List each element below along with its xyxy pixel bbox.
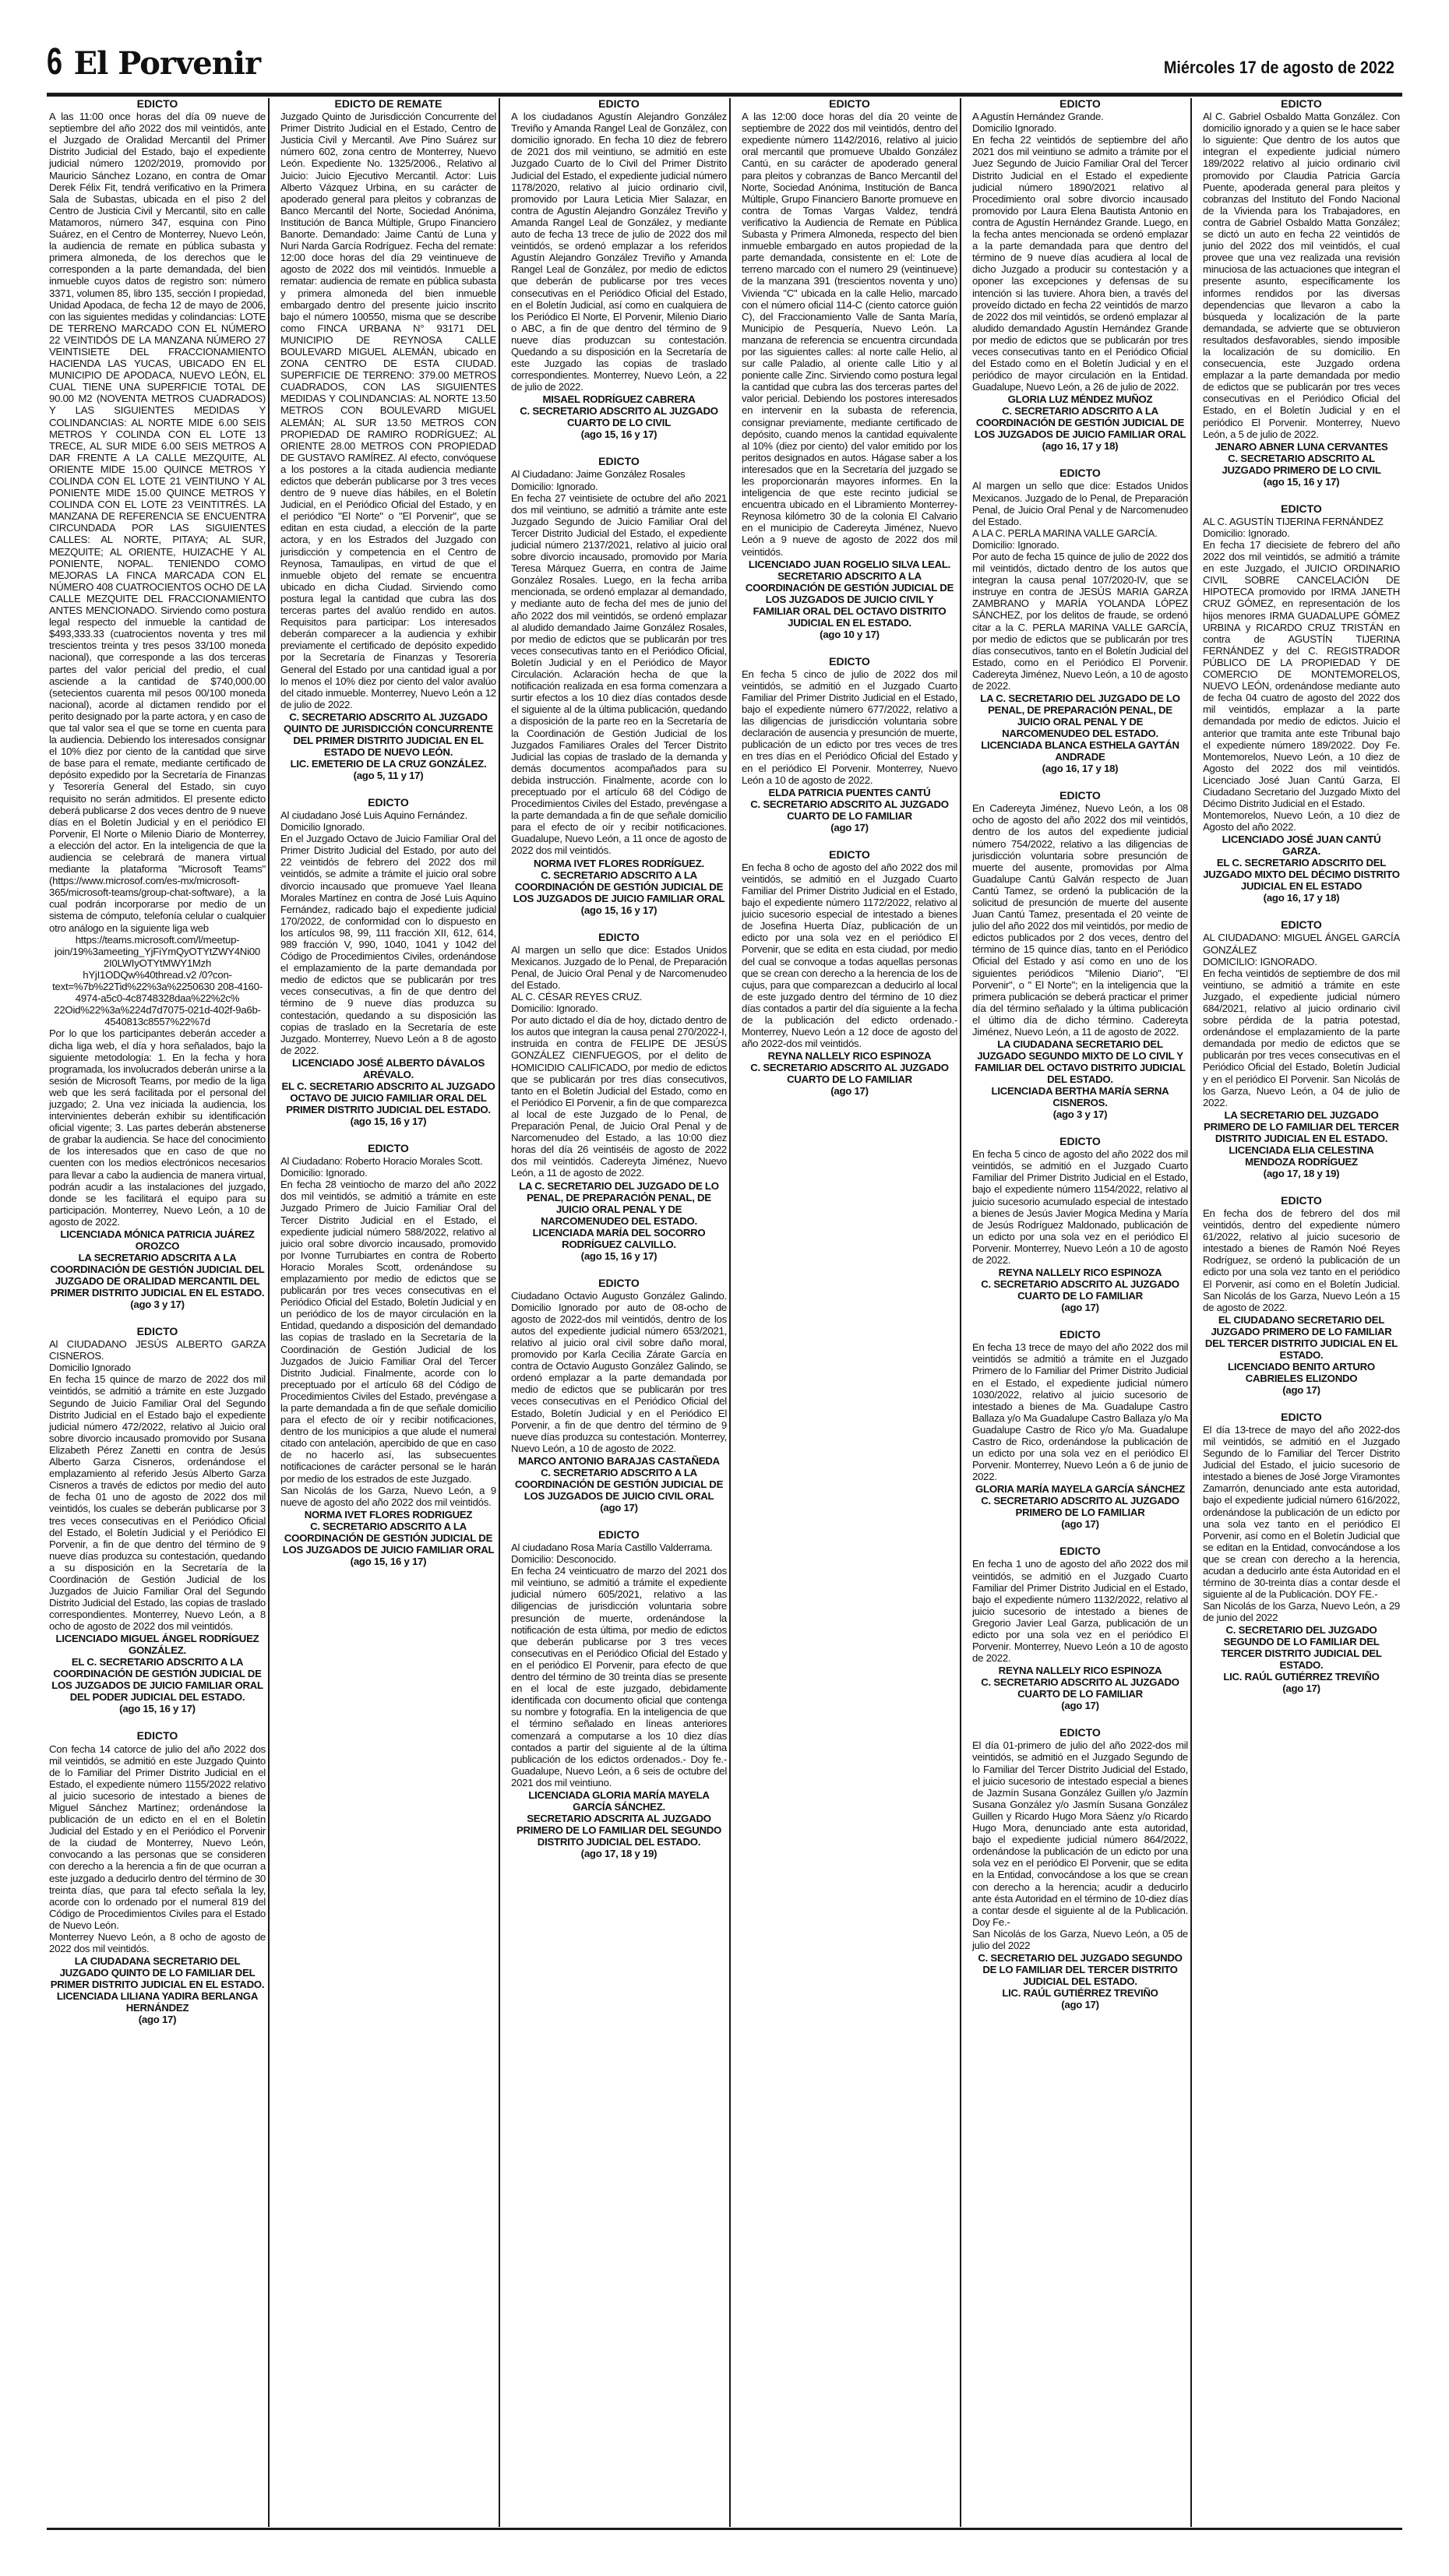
legal-notice: [511, 456, 727, 915]
publication-dates: (ago 10 y 17): [820, 628, 880, 640]
signature-line: LA CIUDADANA SECRETARIO DEL JUZGADO SEGUNDO MIXTO DE LO CIVIL Y FAMILIAR DEL OCTAVO DISTRITO JUDICIAL DEL ESTADO.: [975, 1038, 1186, 1086]
notice-paragraph: Domicilio: Ignorado.: [1203, 527, 1290, 539]
publication-dates: (ago 17, 18 y 19): [1263, 1167, 1340, 1179]
signature-line: C. SECRETARIO ADSCRITO AL JUZGADO CUARTO DE LO FAMILIAR: [750, 1062, 949, 1086]
notice-signature: [1203, 833, 1400, 904]
notice-signature: [280, 1509, 496, 1567]
meeting-link[interactable]: 4974-a5c0-4c8748328daa%22%2c%: [75, 992, 240, 1005]
notice-paragraph: Domicilio Ignorado: [49, 1362, 131, 1374]
notice-title: EDICTO: [1281, 502, 1322, 515]
notice-title: EDICTO: [1059, 1135, 1101, 1148]
signature-line: C. SECRETARIO ADSCRITO A LA COORDINACIÓN DE GESTIÓN JUDICIAL DE LOS JUZGADOS DE JUICIO CIVIL ORAL: [514, 1466, 724, 1502]
signature-line: LA C. SECRETARIO DEL JUZGADO DE LO PENAL, DE PREPARACIÓN PENAL, DE JUICIO ORAL PENAL Y DE NARCOMENUDEO DEL ESTADO.: [519, 1179, 719, 1227]
notice-signature: [972, 692, 1188, 774]
notice-paragraph: En fecha 13 trece de mayo del año 2022 dos mil veintidós se admitió a trámite en el Juzgado Primero de lo Familiar del Primer Distrito Judicial en el Estado, el expediente judicial número 1030/2022, relativo al juicio sucesorio de intestado a bienes de Ma. Guadalupe Castro Ballaza y/o Ma Guadalupe Castro Ballaza y/o Ma Guadalupe Castro de Rico y/o Ma. Guadalupe Castro de Rico, ordenándose la publicación de un edicto por una sola vez en el periódico El Porvenir. Monterrey, Nuevo León a 6 de junio de 2022.: [972, 1341, 1188, 1483]
meeting-link[interactable]: text=%7b%22Tid%22%3a%2250630 208-4160-: [52, 981, 263, 993]
signature-line: JENARO ABNER LUNA CERVANTES: [1215, 440, 1388, 453]
notice-signature: [972, 1952, 1188, 2010]
notice-paragraph: Al CIUDADANO JESÚS ALBERTO GARZA CISNEROS.: [49, 1338, 266, 1362]
notice-paragraph: En fecha 22 veintidós de septiembre del año 2021 dos mil veintiuno se admito a trámite por el Juez Segundo de Juicio Familiar Oral del Tercer Distrito Judicial en el Estado el expediente judicial número 1890/2021 relativo al Procedimiento oral sobre divorcio incausado promovido por Laura Elena Bautista Antonio en contra de Agustín Hernández Grande. Luego, en la fecha antes mencionada se ordenó emplazar a la parte demandada para que dentro del término de 9 nueve días acudiera al local de dicho Juzgado a producir su contestación y a oponer las excepciones y defensas de su intención si las tuviere. Ahora bien, a través del proveído dictado en fecha 22 veintidós de marzo de 2022 dos mil veintidós, se ordenó emplazar al aludido demandado Agustín Hernández Grande por medio de edictos que se publicarán por tres veces consecutivas tanto en el Periódico Oficial del Estado como en el Boletín Judicial y en el periódico de mayor circulación en la Entidad. Guadalupe, Nuevo León, a 26 de julio de 2022.: [972, 134, 1188, 393]
notice-signature: [511, 1789, 727, 1859]
legal-notice: [49, 98, 266, 1310]
legal-notice: [972, 1727, 1188, 2010]
signature-line: C. SECRETARIO ADSCRITO AL JUZGADO PRIMERO DE LO CIVIL: [1222, 452, 1381, 476]
notice-paragraph: A los ciudadanos Agustín Alejandro González Treviño y Amanda Rangel Leal de González, con domicilio ignorado. En fecha 10 diez de febrero de 2021 dos mil veintiuno, se admitió en este Juzgado Cuarto de lo Civil del Primer Distrito Judicial del Estado, el expediente judicial número 1178/2020, relativo al juicio ordinario civil, promovido por Laura Leticia Mier Salazar, en contra de Agustín Alejandro González Treviño y Amanda Rangel Leal de González, y mediante auto de fecha 13 trece de julio de 2022 dos mil veintidós, se ordenó emplazar a los referidos Agustín Alejandro González Treviño y Amanda Rangel Leal de González, por medio de edictos que deberán de publicarse por tres veces consecutivas en el Periódico Oficial del Estado, en el Boletín Judicial, así como en cualquiera de los Periódico El Norte, El Porvenir, Milenio Diario o ABC, a fin de que dentro del término de 9 nueve días produzcan su contestación. Quedando a su disposición en la Secretaría de este Juzgado las copias de traslado correspondientes. Monterrey, Nuevo León, a 22 de julio de 2022.: [511, 111, 727, 393]
notice-title: EDICTO: [1059, 1328, 1101, 1341]
notice-paragraph: Al Ciudadano: Jaime González Rosales: [511, 468, 686, 481]
legal-notice: [280, 1143, 496, 1567]
signature-line: C. SECRETARIO ADSCRITO AL JUZGADO PRIMERO DE LO FAMILIAR: [981, 1495, 1179, 1519]
legal-notice: [49, 1326, 266, 1714]
signature-line: EL C. SECRETARIO ADSCRITO DEL JUZGADO MIXTO DEL DÉCIMO DISTRITO JUDICIAL EN EL ESTADO: [1203, 857, 1400, 893]
notice-signature: [972, 1038, 1188, 1120]
meeting-link[interactable]: 2I0LWIyOTYtMWY1Mzh: [103, 957, 212, 969]
notice-paragraph: En fecha veintidós de septiembre de dos mil veintiuno, se admitió a trámite en este Juzgado, el expediente judicial número 684/2021, relativo al juicio ordinario civil sobre pérdida de la patria potestad, ordenándose el emplazamiento de la parte demandada por medio de edictos que se publicarán por tres veces consecutivas en el Periódico Oficial del Estado, Boletín Judicial y en el periódico El Porvenir. San Nicolás de los Garza, Nuevo León, a 04 de julio de 2022.: [1203, 967, 1400, 1108]
header-rule: [47, 93, 1402, 97]
notice-title: EDICTO: [1059, 1726, 1101, 1739]
publication-dates: (ago 5, 11 y 17): [353, 769, 424, 781]
notice-paragraph: Juzgado Quinto de Jurisdicción Concurrente del Primer Distrito Judicial en el Estado, Centro de Justicia Civil y Mercantil. Ave Pino Suárez sur número 602, zona centro de Monterrey, Nuevo León. Expediente No. 1325/2006., Relativo al Juicio: Juicio Ejecutivo Mercantil. Actor: Luis Alberto Vázquez Urbina, en su carácter de apoderado general para pleitos y cobranzas de Banco Mercantil del Norte, Sociedad Anónima, Institución de Banca Múltiple, Grupo Financiero Banorte. Demandado: Jaime Cantú de Luna y Nuri Narda García Rodríguez. Fecha del remate: 12:00 doce horas del día 29 veintinueve de agosto de 2022 dos mil veintidós. Inmueble a rematar: audiencia de remate en pública subasta y primera almoneda del bien inmueble embargado dentro del presente juicio inscrito bajo el número 100550, misma que se describe como FINCA URBANA N° 93171 DEL MUNICIPIO DE REYNOSA CALLE BOULEVARD MIGUEL ALEMÁN, ubicado en ZONA CENTRO DE ESTA CIUDAD. SUPERFICIE DE TERRENO: 379.00 METROS CUADRADOS, CON LAS SIGUIENTES MEDIDAS Y COLINDANCIAS: AL NORTE 13.50 METROS CON BOULEVARD MIGUEL ALEMÁN; AL SUR 13.50 METROS CON PROPIEDAD DE RAMIRO RODRÍGUEZ; AL ORIENTE 28.00 METROS CON PROPIEDAD DE GUSTAVO RAMÍREZ. Al efecto, convóquese a los postores a la citada audiencia mediante edictos que deberán publicarse por 3 tres veces dentro de 9 nueve días hábiles, en el Boletín Judicial, en el Periódico Oficial del Estado, y en el periódico "El Norte" o "El Porvenir", que se editan en esta ciudad, a elección de la parte actora, y en los Estrados del Juzgado con jurisdicción y competencia en el Centro de Reynosa, Tamaulipas, en virtud de que el inmueble objeto del remate se encuentra ubicado en dicha Ciudad. Sirviendo como postura legal la cantidad que cubra las dos terceras partes del avalúo rendido en autos. Requisitos para participar: Los interesados deberán comparecer a la audiencia y exhibir previamente el certificado de depósito expedido por la Secretaría de Finanzas y Tesorería General del Estado por una cantidad igual a por lo menos el 10% diez por ciento del valor avalúo del citado inmueble. Monterrey, Nuevo León a 12 de julio de 2022.: [280, 111, 496, 710]
notice-signature: [742, 1050, 957, 1097]
notice-paragraph: Con fecha 14 catorce de julio del año 2022 dos mil veintidós, se admitió en este Juzgado Quinto de lo Familiar del Primer Distrito Judicial en el Estado, el expediente número 1155/2022 relativo al juicio sucesorio de intestado a bienes de Miguel Sánchez Martínez; ordenándose la publicación de un edicto en el en el Boletín Judicial del Estado y en el Periódico el Porvenir de la ciudad de Monterrey, Nuevo León, convocando a las personas que se consideren con derecho a la herencia a fin de que ocurran a este juzgado a deducirlo dentro del término de 30 treinta días, que para tal efecto señala la ley, acorde con lo ordenado por el numeral 819 del Código de Procedimientos Civiles para el Estado de Nuevo León.: [49, 1743, 266, 1931]
signature-line: LICENCIADA MARÍA DEL SOCORRO RODRÍGUEZ CALVILLO.: [532, 1226, 706, 1250]
notice-paragraph: Al C. Gabriel Osbaldo Matta González. Con domicilio ignorado y a quien se le hace saber lo siguiente: Que dentro de los autos que integran el expediente judicial número 189/2022 relativo al juicio ordinario civil promovido por Claudia Patricia García Puente, apoderada general para pleitos y cobranzas del Instituto del Fondo Nacional de la Vivienda para los Trabajadores, en contra de Gabriel Osbaldo Matta González; se dictó un auto en fecha 22 veintidós de junio del 2022 dos mil veintidós, el cual provee que una vez realizada una revisión minuciosa de las actuaciones que integran el presente asunto, específicamente los informes rendidos por las diversas dependencias que llevaron a cabo la búsqueda y localización de la parte demandada, se advierte que se obtuvieron resultados desfavorables, siendo imposible la localización de su domicilio. En consecuencia, este Juzgado ordena emplazar a la parte demandada por medio de edictos que se publicarán por tres veces consecutivas en el Periódico Oficial del Estado, en el Boletín Judicial y en el periódico El Porvenir. Monterrey, Nuevo León, a 5 de julio de 2022.: [1203, 111, 1400, 440]
notice-paragraph: Domicilio Ignorado.: [972, 122, 1057, 135]
issue-date: Miércoles 17 de agosto de 2022: [1163, 58, 1394, 77]
signature-line: C. SECRETARIO ADSCRITO A LA COORDINACIÓN DE GESTIÓN JUDICIAL DE LOS JUZGADOS DE JUICIO FAMILIAR ORAL: [513, 869, 725, 904]
publication-dates: (ago 17): [1282, 1383, 1320, 1396]
publication-dates: (ago 17): [830, 1085, 869, 1098]
notice-title: EDICTO: [1059, 98, 1101, 110]
notice-paragraph: DOMICILIO: IGNORADO.: [1203, 955, 1317, 967]
legal-notice: [511, 1529, 727, 1859]
legal-notices-columns: [47, 98, 1402, 2527]
signature-line: LICENCIADA LILIANA YADIRA BERLANGA HERNÁNDEZ: [56, 1990, 259, 2014]
notice-paragraph: Montemorelos, Nuevo León, a 10 diez de Agosto del año 2022.: [1203, 809, 1400, 833]
notice-title: EDICTO: [136, 98, 178, 110]
notice-signature: [1203, 1314, 1400, 1396]
notice-paragraph: Al ciudadano Rosa María Castillo Valderrama.: [511, 1542, 713, 1553]
publication-dates: (ago 17): [1061, 1700, 1099, 1712]
column-6: [1190, 98, 1402, 2527]
notice-signature: [280, 711, 496, 781]
column-5: [960, 98, 1190, 2527]
publication-dates: (ago 15, 16 y 17): [580, 904, 658, 916]
notice-title: EDICTO: [136, 1729, 178, 1743]
legal-notice: [280, 98, 496, 781]
signature-line: C. SECRETARIO ADSCRITO A LA COORDINACIÓN DE GESTIÓN JUDICIAL DE LOS JUZGADOS DE JUICIO FAMILIAR ORAL: [974, 405, 1186, 441]
publication-dates: (ago 3 y 17): [130, 1299, 185, 1310]
meeting-link[interactable]: 22Oid%22%3a%224d7d7075-021d-402f-9a6b-: [54, 1004, 261, 1017]
notice-title: EDICTO: [1059, 789, 1101, 802]
notice-title: EDICTO: [1059, 1545, 1101, 1558]
notice-paragraph: En el Juzgado Octavo de Juicio Familiar Oral del Primer Distrito Judicial del Estado, por auto del 22 veintidós de febrero del 2022 dos mil veintidós, se admite a trámite el juicio oral sobre divorcio incausado que promueve Yael Ileana Morales Martínez en contra de José Luis Aquino Fernández, radicado bajo el expediente judicial 170/2022, de conformidad con lo dispuesto en los artículos 98, 99, 111 fracción XII, 612, 614, 989 fracción V, 990, 1040, 1041 y 1042 del Código de Procedimientos Civiles, ordenándose el emplazamiento de la parte demandada por medio de edictos que se publicarán por tres veces consecutivas, a fin de que dentro del término de 9 nueve días produzca su contestación, quedando a su disposición las copias de traslado en la Secretaría de este Juzgado. Monterrey, Nuevo León a 8 de agosto de 2022.: [280, 833, 496, 1056]
notice-title: EDICTO: [829, 654, 870, 668]
signature-line: LICENCIADO JOSÉ ALBERTO DÁVALOS ARÉVALO.: [292, 1056, 485, 1080]
signature-line: C. SECRETARIO ADSCRITO AL JUZGADO CUARTO DE LO FAMILIAR: [981, 1278, 1179, 1302]
notice-title: EDICTO: [1281, 1193, 1322, 1207]
notice-paragraph: A LA C. PERLA MARINA VALLE GARCÍA.: [972, 527, 1158, 539]
publication-dates: (ago 15, 16 y 17): [119, 1703, 196, 1715]
signature-line: LICENCIADO JOSÉ JUAN CANTÚ GARZA.: [1222, 833, 1381, 858]
legal-notice: [1203, 503, 1400, 904]
notice-title: EDICTO: [1059, 467, 1101, 480]
legal-notice: [49, 1730, 266, 2025]
publication-dates: (ago 17): [138, 2014, 177, 2026]
signature-line: LICENCIADA ELIA CELESTINA MENDOZA RODRÍGUEZ: [1229, 1144, 1374, 1168]
legal-notice: [972, 1136, 1188, 1313]
notice-title: EDICTO: [598, 455, 640, 468]
column-3: [499, 98, 729, 2527]
publication-dates: (ago 15, 16 y 17): [350, 1115, 427, 1127]
signature-line: C. SECRETARIO ADSCRITO AL JUZGADO QUINTO DE JURISDICCIÓN CONCURRENTE DEL PRIMER DISTRITO JUDICIAL EN EL ESTADO DE NUEVO LEÓN.: [284, 710, 493, 758]
notice-title: EDICTO: [368, 1141, 409, 1154]
notice-signature: [49, 1633, 266, 1714]
publication-dates: (ago 16, 17 y 18): [1042, 440, 1119, 453]
notice-paragraph: Al Ciudadano: Roberto Horacio Morales Scott.: [280, 1155, 483, 1168]
notice-paragraph: El día 13-trece de mayo del año 2022-dos mil veintidós, se admitió en el Juzgado Segundo de lo Familiar del Tercer Distrito Judicial del Estado, el juicio sucesorio de intestado a bienes de José Jorge Viramontes Zamarrón, denunciado ante esta autoridad, bajo el expediente judicial número 616/2022, ordenándose la publicación de un edicto por una sola vez tanto en el periódico El Porvenir, así como en el Boletín Judicial que se editan en la Entidad, convocándose a los que se crean con derecho a la herencia, acudan a deducirlo ante ésta Autoridad en el término de 30-treinta días a contar desde el siguiente al de la Publicación. DOY FE.-: [1203, 1423, 1400, 1601]
notice-title: EDICTO: [598, 98, 640, 110]
legal-notice: [742, 849, 957, 1098]
notice-paragraph: En Cadereyta Jiménez, Nuevo León, a los 08 ocho de agosto del año 2022 dos mil veintidós, dentro de los autos del expediente judicial número 754/2022, relativo a las diligencias de jurisdicción voluntaria sobre presunción de muerte del ausente, promovidas por Alma Guadalupe Cantú Galván respecto de Juan Cantú Tamez, se ordenó la publicación de la solicitud de presunción de muerte del ausente Juan Cantú Tamez, presentada el 20 veinte de julio del año 2022 dos mil veintidós, por medio de edictos publicados por 2 dos veces, dentro del término de 15 quince días, tanto en el Periódico Oficial del Estado y así como en uno de los siguientes periódicos "Milenio Diario", "El Porvenir", o " El Norte"; en la inteligencia que la primera publicación se deberá practicar el primer día del término señalado y la última publicación el último día de dicho término. Cadereyta Jiménez, Nuevo León, a 11 de agosto de 2022.: [972, 802, 1188, 1038]
legal-notice: [972, 1545, 1188, 1711]
notice-signature: [972, 1483, 1188, 1530]
notice-signature: [1203, 1624, 1400, 1694]
signature-line: EL C. SECRETARIO ADSCRITO AL JUZGADO OCTAVO DE JUICIO FAMILIAR ORAL DEL PRIMER DISTRITO JUDICIAL DEL ESTADO.: [281, 1080, 495, 1115]
publication-dates: (ago 17): [1061, 1302, 1099, 1314]
notice-paragraph: Domicilio: Ignorado.: [280, 1167, 368, 1179]
notice-paragraph: Domicilio: Desconocido.: [511, 1553, 616, 1566]
notice-paragraph: Ciudadano Octavio Augusto González Galindo. Domicilio Ignorado por auto de 08-ocho de agosto de 2022-dos mil veintidós, dentro de los autos del expediente judicial número 653/2021, relativo al juicio oral civil sobre daño moral, promovido por Karla Cecilia Zárate García en contra de Octavio Augusto González Galindo, se ordenó emplazar a la parte demandada por medio de edictos que se publicarán por tres veces consecutivas en el Periódico Oficial del Estado, Boletín Judicial y en el Periódico El Porvenir, a fin de que dentro del término de 9 nueve días produzca su contestación. Monterrey, Nuevo León, a 10 de agosto de 2022.: [511, 1289, 727, 1454]
signature-line: LIC. RAÚL GUTIÉRREZ TREVIÑO: [1002, 1987, 1158, 2000]
signature-line: REYNA NALLELY RICO ESPINOZA: [767, 1050, 932, 1062]
notice-paragraph: Domicilio Ignorado.: [280, 821, 365, 833]
column-4: [729, 98, 960, 2527]
notice-paragraph: Al margen un sello que dice: Estados Unidos Mexicanos. Juzgado de lo Penal, de Preparación Penal, de Juicio Oral Penal y de Narcomenudeo del Estado.: [972, 480, 1188, 527]
signature-line: EL CIUDADANO SECRETARIO DEL JUZGADO PRIMERO DE LO FAMILIAR DEL TERCER DISTRITO JUDICIAL EN EL ESTADO.: [1204, 1313, 1398, 1361]
notice-paragraph: El día 01-primero de julio del año 2022-dos mil veintidós, se admitió en el Juzgado Segundo de lo Familiar del Tercer Distrito Judicial del Estado, el juicio sucesorio de intestado especial a bienes de Jazmín Susana González Guillen y/o Jazmín Susana González y/o Jasmín Susana González Guillen y Ricardo Hugo Mora Sáenz y/o Ricardo Hugo Mora, denunciado ante esta autoridad, bajo el expediente judicial número 864/2022, ordenándose la publicación de un edicto por una sola vez en el periódico El Porvenir, que se edita en la Entidad, convocándose a los que se crean con derecho a la herencia; acudir a deducirlo ante ésta Autoridad en el término de 10-diez días a contar desde el siguiente al de la Publicación. Doy Fe.-: [972, 1739, 1188, 1928]
notice-title: EDICTO: [1281, 1410, 1322, 1423]
newspaper-name: El Porvenir: [73, 45, 261, 82]
publication-dates: (ago 3 y 17): [1052, 1108, 1108, 1121]
signature-line: LICENCIADA MÓNICA PATRICIA JUÁREZ OROZCO: [60, 1228, 255, 1252]
notice-paragraph: En fecha 15 quince de marzo de 2022 dos mil veintidós, se admitió a trámite en este Juzgado Segundo de Juicio Familiar Oral del Segundo Distrito Judicial en el Estado bajo el expediente judicial número 472/2022, relativo al Juicio oral sobre divorcio incausado promovido por Susana Elizabeth Pérez Zanetti en contra de Jesús Alberto Garza Cisneros, ordenándose el emplazamiento al referido Jesús Alberto Garza Cisneros a través de edictos por medio del auto de fecha 01 uno de agosto de 2022 dos mil veintidós, los cuales se deberán publicarse por 3 tres veces consecutivas en el Periódico Oficial del Estado, el Boletín Judicial y el Periódico El Porvenir, a fin de que dentro del término de 9 nueve días produzca su contestación, quedando a su disposición en la Secretaría de la Coordinación de Gestión Judicial de los Juzgados de Juicio Familiar Oral del Segundo Distrito Judicial del Estado, las copias de traslado correspondientes. Monterrey, Nuevo León, a 8 ocho de agosto de 2022 dos mil veintidós.: [49, 1373, 266, 1633]
publication-dates: (ago 16, 17 y 18): [1263, 892, 1340, 904]
notice-paragraph: Por auto de fecha 15 quince de julio de 2022 dos mil veintidós, dictado dentro de los autos que integran la causa penal 107/2020-IV, que se instruye en contra de JESÚS MARIA GARZA ZAMBRANO y MARÍA YOLANDA LÓPEZ SÁNCHEZ, por los delitos de fraude, se ordenó citar a la C. PERLA MARINA VALLE GARCÍA, por medio de edictos que se publicarán por tres días consecutivos, tanto en el Boletín Judicial del Estado, como en el Periódico El Porvenir. Cadereyta Jiménez, Nuevo León, a 10 de agosto de 2022.: [972, 551, 1188, 692]
notice-paragraph: Domicilio: Ignorado.: [511, 1003, 598, 1015]
publication-dates: (ago 16, 17 y 18): [1042, 763, 1119, 775]
publication-dates: (ago 15, 16 y 17): [580, 428, 658, 441]
notice-paragraph: En fecha dos de febrero del dos mil veintidós, dentro del expediente número 61/2022, relativo al juicio sucesorio de intestado a bienes de Ramón Noé Reyes Rodríguez, se ordenó la publicación de un edicto por una sola vez tanto en el periódico El Porvenir, así como en el Boletín Judicial. San Nicolás de los Garza, Nuevo León a 15 de agosto de 2022.: [1203, 1207, 1400, 1313]
legal-notice: [511, 1277, 727, 1514]
notice-signature: [511, 858, 727, 916]
notice-paragraph: Por auto dictado el día de hoy, dictado dentro de los autos que integran la causa penal 270/2022-I, instruida en contra de FELIPE DE JESÚS GONZÁLEZ CIENFUEGOS, por el delito de HOMICIDIO CALIFICADO, por medio de edictos que se publicarán por tres días consecutivos, tanto en el Boletín Judicial del Estado, como en el Periódico El Porvenir, a fin de que comparezca al local de este Juzgado de lo Penal, de Preparación Penal, de Juicio Oral Penal y de Narcomenudeo del Estado, a las 10:00 diez horas del día 26 veintiséis de agosto de 2022 dos mil veintidós. Cadereyta Jiménez, Nuevo León, a 11 de agosto de 2022.: [511, 1014, 727, 1179]
signature-line: LICENCIADA BLANCA ESTHELA GAYTÁN ANDRADE: [981, 739, 1179, 763]
notice-signature: [972, 393, 1188, 452]
signature-line: LA SECRETARIO ADSCRITA A LA COORDINACIÓN DE GESTIÓN JUDICIAL DEL JUZGADO DE ORALIDAD MERCANTIL DEL PRIMER DISTRITO JUDICIAL EN EL ESTADO.: [50, 1252, 265, 1299]
signature-line: LIC. EMETERIO DE LA CRUZ GONZÁLEZ.: [290, 757, 487, 770]
signature-line: C. SECRETARIO ADSCRITO AL JUZGADO CUARTO DE LO FAMILIAR: [750, 798, 949, 822]
notice-title: EDICTO: [136, 1325, 178, 1337]
notice-title: EDICTO: [829, 98, 870, 110]
legal-notice: [972, 790, 1188, 1120]
column-1: [47, 98, 268, 2527]
signature-line: REYNA NALLELY RICO ESPINOZA: [998, 1267, 1162, 1279]
signature-line: LICENCIADO BENITO ARTURO CABRIELES ELIZONDO: [1228, 1360, 1375, 1384]
notice-paragraph: AL CIUDADANO: MIGUEL ÁNGEL GARCÍA GONZÁLEZ: [1203, 932, 1400, 956]
notice-paragraph: Monterrey Nuevo León, a 8 ocho de agosto de 2022 dos mil veintidós.: [49, 1931, 266, 1955]
page-number: 6: [47, 41, 62, 83]
notice-title: EDICTO DE REMATE: [334, 98, 442, 110]
signature-line: NORMA IVET FLORES RODRIGUEZ: [304, 1508, 473, 1521]
legal-notice: [742, 656, 957, 833]
legal-notice: [1203, 98, 1400, 488]
notice-paragraph: A las 12:00 doce horas del día 20 veinte de septiembre de 2022 dos mil veintidós, dentro del expediente número 1142/2016, relativo al juicio oral mercantil que promueve Ubaldo González Cantú, en su carácter de apoderado general para pleitos y cobranzas de Banco Mercantil del Norte, Sociedad Anónima, Institución de Banca Múltiple, Grupo Financiero Banorte promueve en contra de Tomas Vargas Valdez, tendrá verificativo la Audiencia de Remate en Pública Subasta y Primera Almoneda, respecto del bien inmueble embargado en autos propiedad de la parte demandada, consistente en el: Lote de terreno marcado con el numero 29 (veintinueve) de la manzana 391 (trescientos noventa y uno) Vivienda "C" ubicada en la calle Helio, marcado con el número oficial 114-C (ciento catorce guión C), del Fraccionamiento Valle de Santa María, Municipio de Pesquería, Nuevo León. La manzana de referencia se encuentra circundada por las siguientes calles: al norte calle Helio, al sur calle Paladio, al oriente calle Litio y al poniente calle Zinc. Sirviendo como postura legal la cantidad que cubra las dos terceras partes del valor pericial. Debiendo los postores interesados en intervenir en la subasta de referencia, consignar previamente, mediante certificado de depósito, cuando menos la cantidad equivalente al 10% (diez por ciento) del valor emitido por los peritos designados en autos. Hágase saber a los interesados que en la Secretaría del juzgado se les proporcionarán mayores informes. En la inteligencia de que este recinto judicial se encuentra ubicado en el Libramiento Monterrey-Reynosa kilómetro 30 de la colonia El Calvario en el municipio de Cadereyta Jiménez, Nuevo León a 9 nueve de agosto de 2022 dos mil veintidós.: [742, 111, 957, 558]
notice-signature: [280, 1057, 496, 1127]
legal-notice: [972, 98, 1188, 452]
notice-paragraph: Al ciudadano José Luis Aquino Fernández.: [280, 809, 468, 821]
notice-paragraph: En fecha 1 uno de agosto del año 2022 dos mil veintidós, se admitió en el Juzgado Cuarto Familiar del Primer Distrito Judicial en el Estado, bajo el expediente número 1132/2022, relativo al juicio sucesorio de intestado a bienes de Gregorio Javier Leal Garza, publicación de un edicto por una sola vez en el periódico El Porvenir. Monterrey, Nuevo León a 10 de agosto de 2022.: [972, 1558, 1188, 1665]
footer-rule: [47, 2528, 1402, 2530]
notice-signature: [49, 1955, 266, 2025]
newspaper-logo: [47, 41, 261, 83]
legal-notice: [511, 932, 727, 1262]
signature-line: NORMA IVET FLORES RODRÍGUEZ.: [534, 857, 704, 869]
notice-paragraph: En fecha 5 cinco de julio de 2022 dos mil veintidós, se admitió en el Juzgado Cuarto Familiar del Primer Distrito Judicial en el Estado, bajo el expediente número 677/2022, relativo a las diligencias de jurisdicción voluntaria sobre declaración de ausencia y presunción de muerte, publicación de un edicto por tres veces de tres en tres días en el Periódico Oficial del Estado y en el periódico El Porvenir. Monterrey, Nuevo León a 10 de agosto de 2022.: [742, 668, 957, 786]
publication-dates: (ago 17): [1061, 1518, 1099, 1531]
masthead: [47, 41, 1402, 83]
notice-paragraph: A Agustín Hernández Grande.: [972, 111, 1104, 123]
notice-signature: [511, 393, 727, 440]
legal-notice: [1203, 1411, 1400, 1695]
publication-dates: (ago 15, 16 y 17): [350, 1555, 427, 1567]
legal-notice: [742, 98, 957, 640]
publication-dates: (ago 17): [1282, 1683, 1320, 1695]
notice-paragraph: San Nicolás de los Garza, Nuevo León, a 29 de junio del 2022: [1203, 1600, 1400, 1624]
publication-dates: (ago 17, 18 y 19): [580, 1847, 658, 1859]
notice-signature: [511, 1455, 727, 1514]
notice-title: EDICTO: [1281, 98, 1322, 110]
signature-line: ELDA PATRICIA PUENTES CANTÚ: [768, 786, 931, 798]
signature-line: LA C. SECRETARIO DEL JUZGADO DE LO PENAL, DE PREPARACIÓN PENAL, DE JUICIO ORAL PENAL Y DE NARCOMENUDEO DEL ESTADO.: [980, 692, 1180, 740]
notice-paragraph: A las 11:00 once horas del día 09 nueve de septiembre del año 2022 dos mil veintidós, ante el Juzgado de Oralidad Mercantil del Primer Distrito Judicial del Estado, bajo el expediente judicial número 1202/2019, promovido por Mauricio Sánchez Lozano, en contra de Omar Derek Félix Fit, tendrá verificativo en la Primera Sala de Subastas, ubicada en el piso 2 del Centro de Justicia Civil y Mercantil, sito en calle Matamoros, número 347, esquina con Pino Suárez, en el Centro de Monterrey, Nuevo León, la audiencia de remate en pública subasta y primera almoneda, de los derechos que le corresponden a la parte demandada, del bien inmueble cuyos datos de registro son: número 3371, volumen 85, libro 135, sección I propiedad, Unidad Apodaca, de fecha 12 de mayo de 2006, con las siguientes medidas y colindancias: LOTE DE TERRENO MARCADO CON EL NÚMERO 22 VEINTIDÓS DE LA MANZANA NÚMERO 27 VEINTISIETE DEL FRACCIONAMIENTO HACIENDA LAS YUCAS, UBICADO EN EL MUNICIPIO DE APODACA, NUEVO LEÓN, EL CUAL TIENE UNA SUPERFICIE TOTAL DE 90.00 M2 (NOVENTA METROS CUADRADOS) Y LAS SIGUIENTES MEDIDAS Y COLINDANCIAS: AL NORTE MIDE 6.00 SEIS METROS Y COLINDA CON EL LOTE 13 TRECE, AL SUR MIDE 6.00 SEIS METROS A DAR FRENTE A LA CALLE MEZQUITE, AL ORIENTE MIDE 15.00 QUINCE METROS Y COLINDA CON EL LOTE 21 VEINTIUNO Y AL PONIENTE MIDE 15.00 QUINCE METROS Y COLINDA CON EL LOTE 23 VEINTITRÉS. LA MANZANA DE REFERENCIA SE ENCUENTRA CIRCUNDADA POR LAS SIGUIENTES CALLES: AL NORTE, PITAYA; AL SUR, MEZQUITE; AL ORIENTE, HUIZACHE Y AL PONIENTE, NOPAL. TENIENDO COMO MEJORAS LA FINCA MARCADA CON EL NÚMERO 408 CUATROCIENTOS OCHO DE LA CALLE MEZQUITE DEL FRACCIONAMIENTO ANTES MENCIONADO. Sirviendo como postura legal respecto del inmueble la cantidad de $493,333.33 (cuatrocientos noventa y tres mil trescientos treinta y tres pesos 33/100 moneda nacional), que corresponde a las dos terceras partes del valor pericial del predio, el cual asciende a la cantidad de $740,000.00 (setecientos cuarenta mil pesos 00/100 moneda nacional), acorde al dictamen rendido por el perito designado por la parte actora, y en caso de que tal valor sea el que se tome en cuenta para la audiencia. Debiendo los interesados consignar el 10% diez por ciento de la cantidad que sirve de base para el remate, mediante certificado de depósito expedido por la Secretaría de Finanzas y Tesorería General del Estado, sin cuyo requisito no serán admitidos. El presente edicto deberá publicarse 2 dos veces dentro de 9 nueve días en el Boletín Judicial y en el periódico El Porvenir, El Norte o Milenio Diario de Monterrey, a elección del actor. En la inteligencia de que la audiencia se celebrará de manera virtual mediante la plataforma "Microsoft Teams" (https://www.microsof.com/es-mx/microsoft-365/microsoft-teams/group-chat-software), a la cual podrán incorporarse por medio de un sistema de cómputo, telefonía celular o cualquier otro análogo en la siguiente liga web: [49, 111, 266, 934]
legal-notice: [511, 98, 727, 440]
signature-line: MISAEL RODRÍGUEZ CABRERA: [542, 393, 696, 406]
notice-paragraph: En fecha 8 ocho de agosto del año 2022 dos mil veintidós, se admitió en el Juzgado Cuarto Familiar del Primer Distrito Judicial en el Estado, bajo el expediente número 1172/2022, relativo al juicio sucesorio especial de intestado a bienes de Josefina Huerta Díaz, publicación de un edicto por una sola vez en el periódico El Porvenir, que se edita en esta ciudad, por medio del cual se convoque a todas aquellas personas que se crean con derecho a la herencia de los de cujus, para que comparezcan a deducirlo al local de este juzgado dentro del término de 10 diez días contados a partir del día siguiente a la fecha de la publicación del edicto ordenado.- Monterrey, Nuevo León a 12 doce de agosto del año 2022-dos mil veintidós.: [742, 861, 957, 1050]
signature-line: LICENCIADO JUAN ROGELIO SILVA LEAL.: [748, 558, 951, 570]
signature-line: C. SECRETARIO ADSCRITO A LA COORDINACIÓN DE GESTIÓN JUDICIAL DE LOS JUZGADOS DE JUICIO FAMILIAR ORAL: [282, 1520, 495, 1556]
signature-line: LICENCIADA BERTHA MARÍA SERNA CISNEROS.: [991, 1085, 1169, 1109]
notice-signature: [511, 1180, 727, 1262]
notice-signature: [972, 1267, 1188, 1313]
notice-title: EDICTO: [829, 848, 870, 861]
notice-title: EDICTO: [598, 1528, 640, 1541]
signature-line: LIC. RAÚL GUTIÉRREZ TREVIÑO: [1223, 1671, 1380, 1683]
signature-line: C. SECRETARIO DEL JUZGADO SEGUNDO DE LO FAMILIAR DEL TERCER DISTRITO JUDICIAL DEL ESTADO.: [978, 1952, 1183, 1988]
signature-line: REYNA NALLELY RICO ESPINOZA: [998, 1665, 1162, 1677]
column-2: [268, 98, 499, 2527]
meeting-link[interactable]: https://teams.microsoft.com/l/meetup-: [75, 933, 240, 946]
signature-line: LA SECRETARIO DEL JUZGADO PRIMERO DE LO FAMILIAR DEL TERCER DISTRITO JUDICIAL EN EL ESTADO.: [1204, 1108, 1399, 1144]
signature-line: C. SECRETARIO ADSCRITO AL JUZGADO CUARTO DE LO FAMILIAR: [981, 1676, 1179, 1700]
notice-title: EDICTO: [1281, 918, 1322, 932]
signature-line: LA CIUDADANA SECRETARIO DEL JUZGADO QUINTO DE LO FAMILIAR DEL PRIMER DISTRITO JUDICIAL EN EL ESTADO.: [50, 1955, 265, 1991]
notice-title: EDICTO: [598, 1276, 640, 1289]
notice-paragraph: Al margen un sello que dice: Estados Unidos Mexicanos. Juzgado de lo Penal, de Preparación Penal, de Juicio Oral Penal y de Narcomenudeo del Estado.: [511, 943, 727, 991]
notice-paragraph: En fecha 5 cinco de agosto del año 2022 dos mil veintidós, se admitió en el Juzgado Cuarto Familiar del Primer Distrito Judicial en el Estado, bajo el expediente número 1154/2022, relativo al juicio sucesorio acumulado especial de intestado a bienes de Jesús Javier Mogica Medina y María de Jesús Rodríguez Maldonado, publicación de un edicto por una sola vez en el periódico El Porvenir. Monterrey, Nuevo León a 10 de agosto de 2022.: [972, 1148, 1188, 1267]
notice-paragraph: Por lo que los participantes deberán acceder a dicha liga web, el día y hora señalados, bajo la siguiente metodología: 1. En la fecha y hora programada, los involucrados deberán unirse a la sesión de Microsoft Teams, por medio de la liga web que les será facilitada por el personal del juzgado; 2. Una vez iniciada la audiencia, los intervinientes deberán exhibir su identificación oficial vigente; 3. Las partes deberán abstenerse de grabar la audiencia. Se hace del conocimiento de los interesados que en caso de que no cuenten con los medios electrónicos necesarios para llevar a cabo la audiencia de manera virtual, podrán acudir a las instalaciones del juzgado, donde se les facilitará el equipo para su participación. Monterrey, Nuevo León, a 10 de agosto de 2022.: [49, 1027, 266, 1228]
notice-title: EDICTO: [598, 930, 640, 943]
publication-dates: (ago 15, 16 y 17): [580, 1249, 658, 1262]
notice-signature: [742, 559, 957, 640]
signature-line: LICENCIADO MIGUEL ÁNGEL RODRÍGUEZ GONZÁLEZ.: [55, 1633, 259, 1657]
legal-notice: [1203, 919, 1400, 1179]
notice-signature: [49, 1228, 266, 1310]
legal-notice: [972, 1329, 1188, 1530]
notice-signature: [1203, 441, 1400, 488]
signature-line: LICENCIADA GLORIA MARÍA MAYELA GARCÍA SÁNCHEZ.: [528, 1788, 710, 1813]
legal-notice: [1203, 1195, 1400, 1396]
signature-line: SECRETARIO ADSCRITO A LA COORDINACIÓN DE GESTIÓN JUDICIAL DE LOS JUZGADOS DE JUICIO CIVIL Y FAMILIAR ORAL DEL OCTAVO DISTRITO JUDICIAL EN EL ESTADO.: [745, 569, 954, 629]
meeting-link[interactable]: hYjI1ODQw%40thread.v2 /0?con-: [83, 968, 232, 981]
signature-line: SECRETARIO ADSCRITA AL JUZGADO PRIMERO DE LO FAMILIAR DEL SEGUNDO DISTRITO JUDICIAL DEL ESTADO.: [516, 1812, 722, 1848]
notice-paragraph: En fecha 24 veinticuatro de marzo del 2021 dos mil veintiuno, se admitió a trámite el expediente judicial número 605/2021, relativo a las diligencias de jurisdicción voluntaria sobre presunción de muerte, ordenándose la notificación de esta última, por medio de edictos que deberán publicarse por 3 tres veces consecutivas en el Periódico Oficial del Estado y en el periódico El Porvenir, para efecto de que dentro del término de 30 treinta días se presente en el local de este juzgado, debidamente identificada con documento oficial que contenga su nombre y fotografía. En la inteligencia de que el término señalado en líneas anteriores comenzará a computarse a los 10 diez días contados a partir del siguiente al de la última publicación de los edictos ordenados.- Doy fe.- Guadalupe, Nuevo León, a 6 seis de octubre del 2021 dos mil veintiuno.: [511, 1565, 727, 1788]
notice-paragraph: En fecha 17 diecisiete de febrero del año 2022 dos mil veintidós, se admitió a trámite en este Juzgado, el JUICIO ORDINARIO CIVIL SOBRE CANCELACIÓN DE HIPOTECA promovido por IRMA JANETH CRUZ GÓMEZ, en representación de los hijos menores IRMA GUADALUPE GÓMEZ URBINA y RICARDO CRUZ TRISTÁN en contra de AGUSTÍN TIJERINA FERNÁNDEZ y del C. REGISTRADOR PÚBLICO DE LA PROPIEDAD Y DE COMERCIO DE MONTEMORELOS, NUEVO LEÓN, ordenándose mediante auto de fecha 04 cuatro de agosto del 2022 dos mil veintidós, emplazar a la parte demandada por medio de edictos. Juicio el anterior que tramita ante este Tribunal bajo el expediente número 189/2022. Doy Fe. Montemorelos, Nuevo León, a 10 diez de Agosto del 2022 dos mil veintidós. Licenciado José Juan Cantú Garza, El Ciudadano Secretario del Juzgado Mixto del Décimo Distrito Judicial en el Estado.: [1203, 539, 1400, 810]
notice-paragraph: Domicilio: Ignorado.: [511, 480, 598, 492]
notice-paragraph: En fecha 27 veintisiete de octubre del año 2021 dos mil veintiuno, se admitió a trámite ante este Juzgado Segundo de Juicio Familiar Oral del Tercer Distrito Judicial del Estado, el expediente judicial número 2137/2021, relativo al juicio oral sobre divorcio incausado, promovido por María Teresa Márquez Guerra, en contra de Jaime González Rosales. Luego, en la fecha arriba mencionada, se ordenó emplazar al demandado, y mediante auto de fecha del mes de junio del año 2022 dos mil veintidós, se ordenó emplazar al aludido demandado Jaime González Rosales, por medio de edictos que se publicarán por tres veces consecutivas tanto en el Periódico Oficial, Boletín Judicial y en el Periódico de Mayor Circulación. Aclaración hecha de que la notificación realizada en esa forma comenzara a surtir efectos a los 10 diez días contados desde el siguiente al de la última publicación, quedando a disposición de la parte reo en la Secretaría de la Coordinación de Gestión Judicial de los Juzgados Familiares Orales del Tercer Distrito Judicial las copias de traslado de la demanda y demás documentos acompañados para su debida instrucción. Finalmente, acorde con lo preceptuado por el artículo 68 del Código de Procedimientos Civiles del Estado, prevéngase a la parte demandada a fin de que señale domicilio para el efecto de oír y recibir notificaciones. Guadalupe, Nuevo León, a 11 once de agosto de 2022 dos mil veintidós.: [511, 492, 727, 857]
signature-line: MARCO ANTONIO BARAJAS CASTAÑEDA: [518, 1454, 720, 1467]
signature-line: GLORIA MARÍA MAYELA GARCÍA SÁNCHEZ: [975, 1483, 1185, 1496]
notice-paragraph: San Nicolás de los Garza, Nuevo León, a 05 de julio del 2022: [972, 1927, 1188, 1951]
signature-line: C. SECRETARIO ADSCRITO AL JUZGADO CUARTO DE LO CIVIL: [520, 405, 718, 429]
publication-dates: (ago 17): [830, 821, 869, 833]
notice-title: EDICTO: [368, 795, 409, 809]
notice-signature: [972, 1665, 1188, 1711]
notice-paragraph: San Nicolás de los Garza, Nuevo León, a 9 nueve de agosto del año 2022 dos mil veintidós.: [280, 1484, 496, 1508]
legal-notice: [280, 797, 496, 1127]
meeting-link[interactable]: 4540813c8557%22%7d: [104, 1016, 210, 1028]
notice-paragraph: AL C. AGUSTÍN TIJERINA FERNÁNDEZ: [1203, 515, 1384, 527]
publication-dates: (ago 17): [600, 1501, 638, 1514]
publication-dates: (ago 17): [1061, 1999, 1099, 2011]
meeting-link[interactable]: join/19%3ameeting_YjFiYmQyOTYtZWY4Ni00: [55, 945, 260, 957]
notice-signature: [1203, 1109, 1400, 1179]
notice-paragraph: Domicilio: Ignorado.: [972, 538, 1059, 551]
notice-paragraph: AL C. CÉSAR REYES CRUZ.: [511, 991, 643, 1003]
signature-line: GLORIA LUZ MÉNDEZ MUÑOZ: [1007, 393, 1153, 406]
notice-signature: [742, 787, 957, 833]
publication-dates: (ago 15, 16 y 17): [1263, 475, 1340, 488]
signature-line: C. SECRETARIO DEL JUZGADO SEGUNDO DE LO FAMILIAR DEL TERCER DISTRITO JUDICIAL DEL ESTADO.: [1221, 1624, 1382, 1672]
legal-notice: [972, 467, 1188, 774]
signature-line: EL C. SECRETARIO ADSCRITO A LA COORDINACIÓN DE GESTIÓN JUDICIAL DE LOS JUZGADOS DE JUICIO FAMILIAR ORAL DEL PODER JUDICIAL DEL ESTADO.: [51, 1656, 263, 1704]
notice-paragraph: En fecha 28 veintiocho de marzo del año 2022 dos mil veintidós, se admitió a trámite en este Juzgado Primero de Juicio Familiar Oral del Tercer Distrito Judicial en el Estado, el expediente judicial número 588/2022, relativo al juicio oral sobre divorcio incausado, promovido por Ivonne Turrubiartes en contra de Roberto Horacio Morales Scott, ordenándose su emplazamiento por medio de edictos que se publicarán por tres veces consecutivas en el Periódico Oficial del Estado, Boletín Judicial y en un periódico de los de mayor circulación en la Entidad, quedando a disposición del demandado las copias de traslado en la Secretaría de la Coordinación de Gestión Judicial de los Juzgados de Juicio Familiar Oral del Tercer Distrito Judicial. Finalmente, acorde con lo preceptuado por el artículo 68 del Código de Procedimientos Civiles del Estado, prevéngase a la parte demandada a fin de que señale domicilio para el efecto de oír y recibir notificaciones, dentro de los municipios a que alude el numeral citado con antelación, apercibido de que en caso de no hacerlo así, las subsecuentes notificaciones de carácter personal se le harán por medio de los estrados de este Juzgado.: [280, 1179, 496, 1485]
